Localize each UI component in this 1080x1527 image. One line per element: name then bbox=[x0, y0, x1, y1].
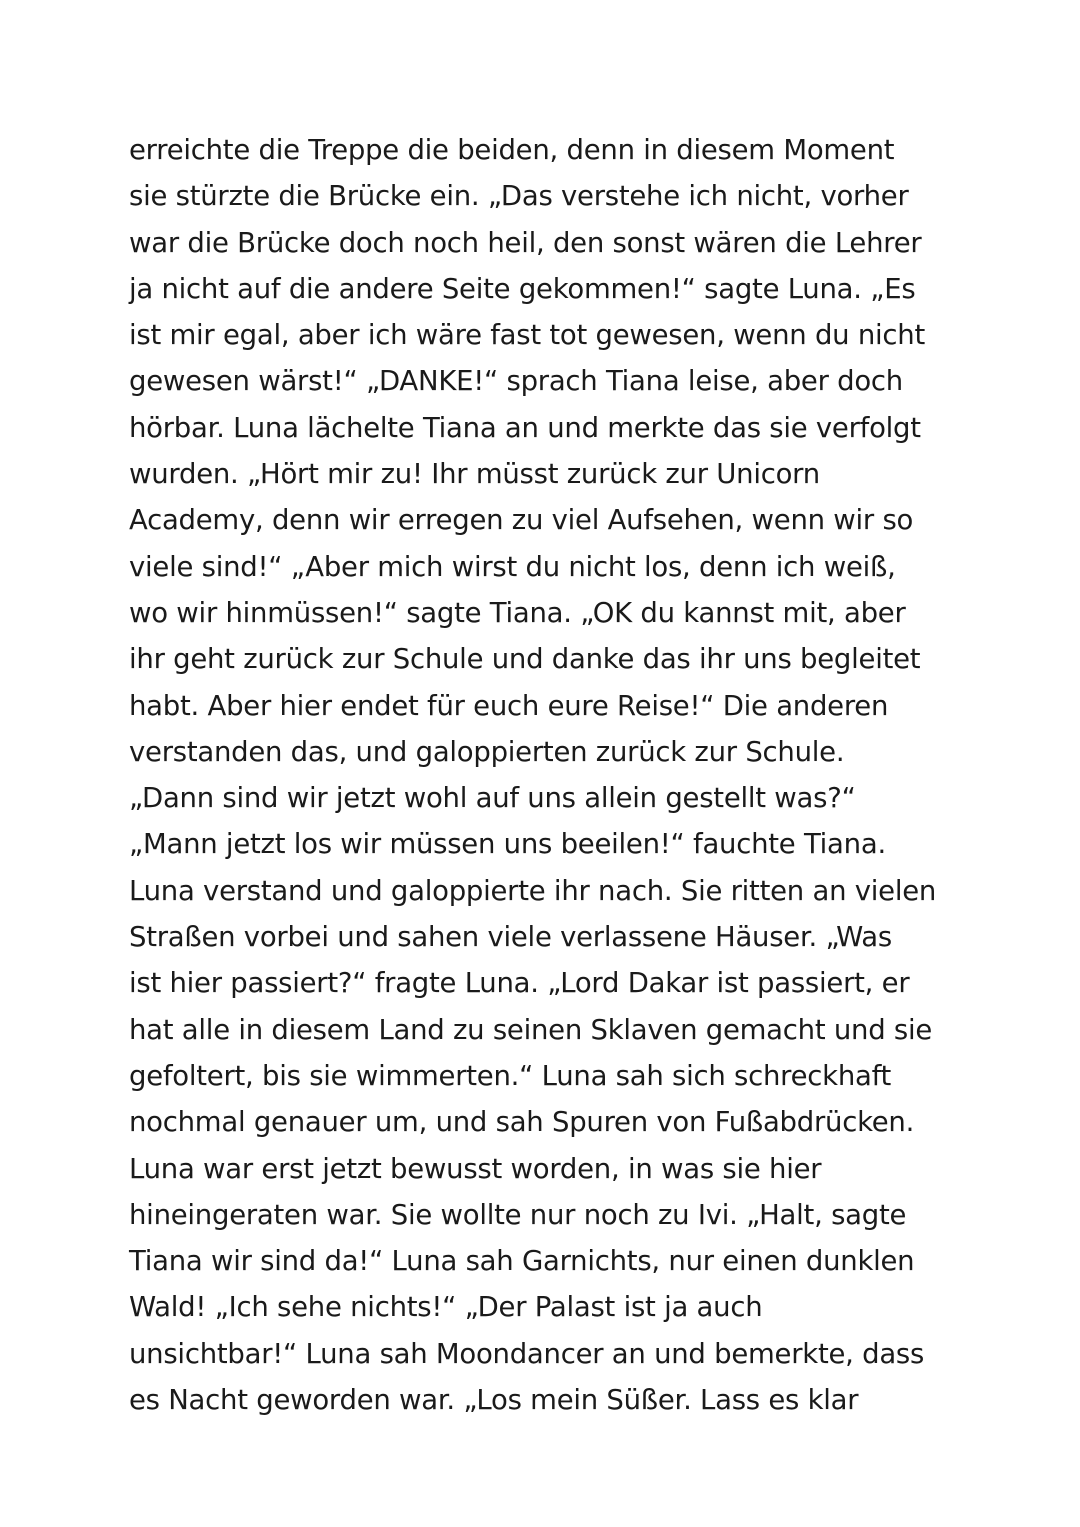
text-line: nochmal genauer um, und sah Spuren von Fußabdrücken. bbox=[129, 1106, 915, 1139]
text-line: habt. Aber hier endet für euch eure Reise!“ Die anderen bbox=[129, 689, 889, 722]
text-line: „Dann sind wir jetzt wohl auf uns allein gestellt was?“ bbox=[129, 782, 856, 815]
text-line: Tiana wir sind da!“ Luna sah Garnichts, nur einen dunklen bbox=[129, 1245, 915, 1278]
text-line: es Nacht geworden war. „Los mein Süßer. Lass es klar bbox=[129, 1384, 859, 1417]
text-line: Luna verstand und galoppierte ihr nach. Sie ritten an vielen bbox=[129, 874, 937, 907]
text-line: erreichte die Treppe die beiden, denn in diesem Moment bbox=[129, 134, 895, 166]
text-line: viele sind!“ „Aber mich wirst du nicht los, denn ich weiß, bbox=[129, 550, 896, 583]
text-line: ist mir egal, aber ich wäre fast tot gewesen, wenn du nicht bbox=[129, 319, 925, 352]
text-line: Academy, denn wir erregen zu viel Aufsehen, wenn wir so bbox=[129, 504, 914, 537]
story-text bbox=[129, 127, 1029, 1423]
text-line: gewesen wärst!“ „DANKE!“ sprach Tiana leise, aber doch bbox=[129, 365, 903, 398]
text-line: Luna war erst jetzt bewusst worden, in was sie hier bbox=[129, 1152, 822, 1185]
text-line: „Mann jetzt los wir müssen uns beeilen!“ fauchte Tiana. bbox=[129, 828, 886, 861]
text-line: hineingeraten war. Sie wollte nur noch zu Ivi. „Halt, sagte bbox=[129, 1198, 907, 1231]
text-line: war die Brücke doch noch heil, den sonst wären die Lehrer bbox=[129, 226, 922, 259]
text-line: ist hier passiert?“ fragte Luna. „Lord Dakar ist passiert, er bbox=[129, 967, 910, 1000]
text-line: wo wir hinmüssen!“ sagte Tiana. „OK du kannst mit, aber bbox=[129, 596, 906, 629]
text-line: sie stürzte die Brücke ein. „Das verstehe ich nicht, vorher bbox=[129, 180, 909, 213]
text-line: hörbar. Luna lächelte Tiana an und merkte das sie verfolgt bbox=[129, 411, 921, 444]
text-line: gefoltert, bis sie wimmerten.“ Luna sah sich schreckhaft bbox=[129, 1059, 892, 1092]
text-line: ja nicht auf die andere Seite gekommen!“ sagte Luna. „Es bbox=[129, 272, 916, 305]
text-line: Wald! „Ich sehe nichts!“ „Der Palast ist ja auch bbox=[129, 1291, 763, 1324]
text-line: Straßen vorbei und sahen viele verlassene Häuser. „Was bbox=[129, 921, 892, 954]
text-line: hat alle in diesem Land zu seinen Sklaven gemacht und sie bbox=[129, 1013, 933, 1046]
text-line: unsichtbar!“ Luna sah Moondancer an und bemerkte, dass bbox=[129, 1337, 925, 1370]
text-line: ihr geht zurück zur Schule und danke das ihr uns begleitet bbox=[129, 643, 921, 676]
text-line: wurden. „Hört mir zu! Ihr müsst zurück zur Unicorn bbox=[129, 458, 820, 491]
text-line: verstanden das, und galoppierten zurück zur Schule. bbox=[129, 735, 845, 768]
